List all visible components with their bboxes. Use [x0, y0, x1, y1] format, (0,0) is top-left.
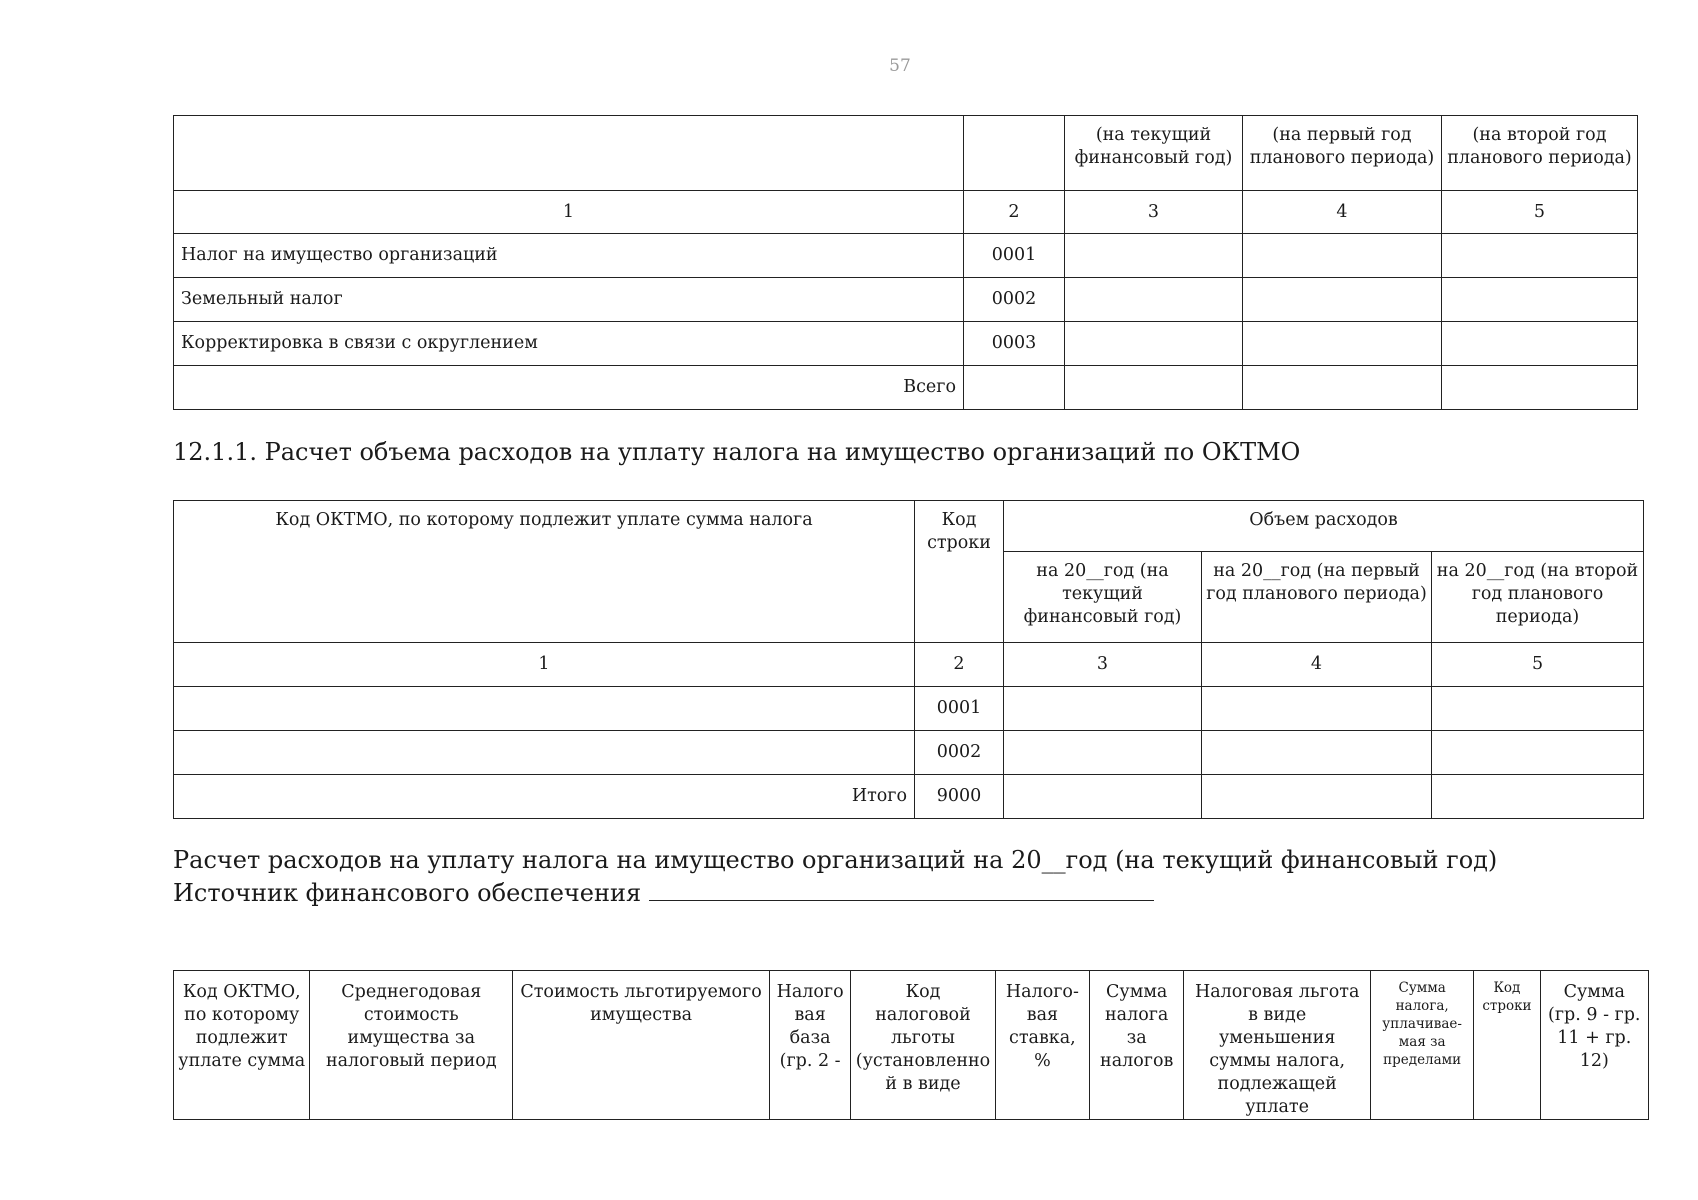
column-number-row	[174, 643, 1644, 687]
value-cell[interactable]	[1065, 366, 1243, 410]
value-cell[interactable]	[1065, 234, 1243, 278]
header-cell: (на текущий финансовый год)	[1065, 116, 1243, 191]
value-cell[interactable]	[1202, 731, 1432, 775]
table-row	[174, 234, 1638, 278]
funding-source-blank[interactable]	[649, 876, 1154, 901]
value-cell[interactable]	[1065, 322, 1243, 366]
row-name: Земельный налог	[174, 278, 964, 322]
header-cell: Сумма налога, уплачивае-мая за пределами	[1370, 971, 1473, 1120]
header-cell: на 20__год (на второй год планового периода)	[1432, 552, 1644, 643]
column-number: 2	[964, 191, 1065, 234]
section-heading: 12.1.1. Расчет объема расходов на уплату налога на имущество организаций по ОКТМО	[173, 438, 1301, 466]
page-number: 57	[889, 56, 911, 76]
header-cell: на 20__год (на первый год планового периода)	[1202, 552, 1432, 643]
row-code: 0001	[915, 687, 1004, 731]
row-name[interactable]	[174, 687, 915, 731]
value-cell[interactable]	[1442, 322, 1638, 366]
column-number: 1	[174, 643, 915, 687]
column-number: 3	[1065, 191, 1243, 234]
tax-summary-table	[173, 115, 1638, 410]
row-code: 0001	[964, 234, 1065, 278]
column-number: 4	[1202, 643, 1432, 687]
header-cell: Код ОКТМО, по которому подлежит уплате сумма налога	[174, 501, 915, 643]
header-cell: Код ОКТМО, по которому подлежит уплате сумма	[174, 971, 310, 1120]
row-code: 0003	[964, 322, 1065, 366]
funding-source-label: Источник финансового обеспечения	[173, 879, 642, 907]
table-row	[174, 322, 1638, 366]
table-row	[174, 278, 1638, 322]
row-code: 0002	[964, 278, 1065, 322]
value-cell[interactable]	[1442, 366, 1638, 410]
header-cell: Среднегодовая стоимость имущества за налоговый период	[310, 971, 513, 1120]
value-cell[interactable]	[1432, 775, 1644, 819]
header-cell: Стоимость льготируемого имущества	[513, 971, 770, 1120]
header-cell: Налоговая льгота в виде уменьшения суммы налога, подлежащей уплате	[1184, 971, 1371, 1120]
header-cell: Код строки	[915, 501, 1004, 643]
value-cell[interactable]	[1243, 278, 1442, 322]
tax-calculation-table	[173, 970, 1649, 1120]
value-cell[interactable]	[1442, 234, 1638, 278]
value-cell[interactable]	[1442, 278, 1638, 322]
total-row	[174, 366, 1638, 410]
table-row	[174, 731, 1644, 775]
row-code: 9000	[915, 775, 1004, 819]
value-cell[interactable]	[1004, 731, 1202, 775]
column-number: 1	[174, 191, 964, 234]
total-label: Всего	[174, 366, 964, 410]
header-cell: Налого-вая ставка, %	[995, 971, 1089, 1120]
table-header-row	[174, 971, 1649, 1120]
value-cell[interactable]	[1202, 775, 1432, 819]
header-cell: Сумма (гр. 9 - гр. 11 + гр. 12)	[1540, 971, 1648, 1120]
total-row	[174, 775, 1644, 819]
value-cell[interactable]	[1202, 687, 1432, 731]
column-number: 3	[1004, 643, 1202, 687]
column-number: 2	[915, 643, 1004, 687]
funding-source-line	[173, 876, 1154, 909]
column-number: 4	[1243, 191, 1442, 234]
header-cell: Сумма налога за налогов	[1090, 971, 1184, 1120]
header-cell: на 20__год (на текущий финансовый год)	[1004, 552, 1202, 643]
table-header-row	[174, 501, 1644, 552]
row-name[interactable]	[174, 731, 915, 775]
value-cell[interactable]	[1004, 687, 1202, 731]
value-cell[interactable]	[1432, 687, 1644, 731]
value-cell[interactable]	[1432, 731, 1644, 775]
value-cell[interactable]	[1004, 775, 1202, 819]
column-number-row	[174, 191, 1638, 234]
table-header-row	[174, 116, 1638, 191]
header-cell: Код налоговой льготы (установленно й в виде	[851, 971, 995, 1120]
oktmo-table	[173, 500, 1644, 819]
value-cell[interactable]	[1243, 234, 1442, 278]
value-cell[interactable]	[1243, 322, 1442, 366]
header-cell: (на первый год планового периода)	[1243, 116, 1442, 191]
table-row	[174, 687, 1644, 731]
column-number: 5	[1442, 191, 1638, 234]
row-name: Корректировка в связи с округлением	[174, 322, 964, 366]
total-label: Итого	[174, 775, 915, 819]
value-cell[interactable]	[1243, 366, 1442, 410]
header-cell	[174, 116, 964, 191]
value-cell[interactable]	[964, 366, 1065, 410]
header-cell: (на второй год планового периода)	[1442, 116, 1638, 191]
value-cell[interactable]	[1065, 278, 1243, 322]
header-cell: Код строки	[1474, 971, 1540, 1120]
header-cell	[964, 116, 1065, 191]
column-number: 5	[1432, 643, 1644, 687]
header-cell: Налого вая база (гр. 2 -	[769, 971, 850, 1120]
row-name: Налог на имущество организаций	[174, 234, 964, 278]
calc-heading: Расчет расходов на уплату налога на имущество организаций на 20__год (на текущий финансовый год)	[173, 846, 1498, 874]
group-header: Объем расходов	[1004, 501, 1644, 552]
row-code: 0002	[915, 731, 1004, 775]
